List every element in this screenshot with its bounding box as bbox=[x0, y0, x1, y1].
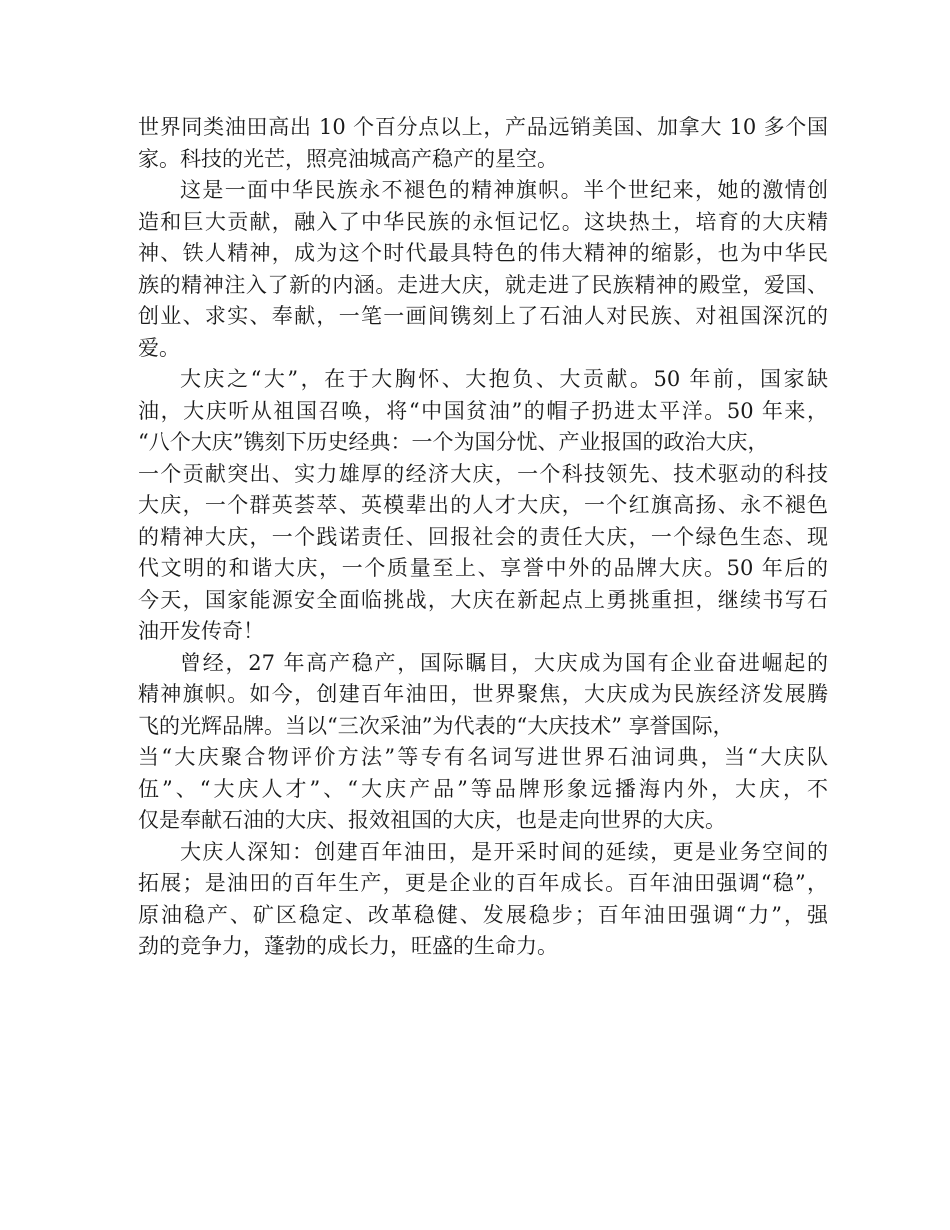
text-line: 油开发传奇！ bbox=[138, 619, 264, 643]
text-line: 飞的光辉品牌。当以“三次采油”为代表的“大庆技术” 享誉国际， bbox=[138, 713, 734, 738]
text-line: 世界同类油田高出 10 个百分点以上，产品远销美国、加拿大 10 多个国 bbox=[138, 115, 828, 139]
text-line: 大庆，一个群英荟萃、英模辈出的人才大庆，一个红旗高扬、永不褪色 bbox=[138, 493, 828, 517]
text-line: 大庆之“大”，在于大胸怀、大抱负、大贡献。50 年前，国家缺 bbox=[180, 367, 828, 391]
text-line: 劲的竞争力，蓬勃的成长力，旺盛的生命力。 bbox=[138, 934, 558, 958]
text-line: 拓展；是油田的百年生产，更是企业的百年成长。百年油田强调“稳”， bbox=[138, 871, 828, 895]
text-line: 大庆人深知：创建百年油田，是开采时间的延续，更是业务空间的 bbox=[180, 839, 828, 864]
text-line: 精神旗帜。如今，创建百年油田，世界聚焦，大庆成为民族经济发展腾 bbox=[138, 682, 828, 706]
text-line: 原油稳产、矿区稳定、改革稳健、发展稳步；百年油田强调“力”，强 bbox=[138, 902, 828, 927]
text-line: 曾经，27 年高产稳产，国际瞩目，大庆成为国有企业奋进崛起的 bbox=[180, 650, 828, 675]
text-line: 的精神大庆，一个践诺责任、回报社会的责任大庆，一个绿色生态、现 bbox=[138, 524, 828, 549]
text-line: 族的精神注入了新的内涵。走进大庆，就走进了民族精神的殿堂，爱国、 bbox=[138, 272, 828, 297]
text-line: 伍”、“大庆人才”、“大庆产品”等品牌形象远播海内外，大庆，不 bbox=[138, 776, 828, 801]
text-line: 今天，国家能源安全面临挑战，大庆在新起点上勇挑重担，继续书写石 bbox=[138, 587, 828, 612]
text-line: 家。科技的光芒，照亮油城高产稳产的星空。 bbox=[138, 146, 558, 171]
text-line: 创业、求实、奉献，一笔一画间镌刻上了石油人对民族、对祖国深沉的 bbox=[138, 304, 828, 328]
document-body bbox=[138, 112, 828, 963]
text-line: 代文明的和谐大庆，一个质量至上、享誉中外的品牌大庆。50 年后的 bbox=[138, 556, 828, 580]
text-line: 神、铁人精神，成为这个时代最具特色的伟大精神的缩影，也为中华民 bbox=[138, 241, 828, 265]
text-line: 这是一面中华民族永不褪色的精神旗帜。半个世纪来，她的激情创 bbox=[180, 178, 828, 202]
text-line: 一个贡献突出、实力雄厚的经济大庆，一个科技领先、技术驱动的科技 bbox=[138, 461, 828, 486]
text-line: 爱。 bbox=[138, 335, 180, 360]
text-line: 造和巨大贡献，融入了中华民族的永恒记忆。这块热土，培育的大庆精 bbox=[138, 209, 828, 234]
text-line: “八个大庆”镌刻下历史经典：一个为国分忧、产业报国的政治大庆， bbox=[138, 430, 769, 454]
text-line: 当“大庆聚合物评价方法”等专有名词写进世界石油词典，当“大庆队 bbox=[138, 745, 828, 769]
text-line: 仅是奉献石油的大庆、报效祖国的大庆，也是走向世界的大庆。 bbox=[138, 808, 726, 832]
text-line: 油，大庆听从祖国召唤，将“中国贫油”的帽子扔进太平洋。50 年来， bbox=[138, 398, 828, 423]
